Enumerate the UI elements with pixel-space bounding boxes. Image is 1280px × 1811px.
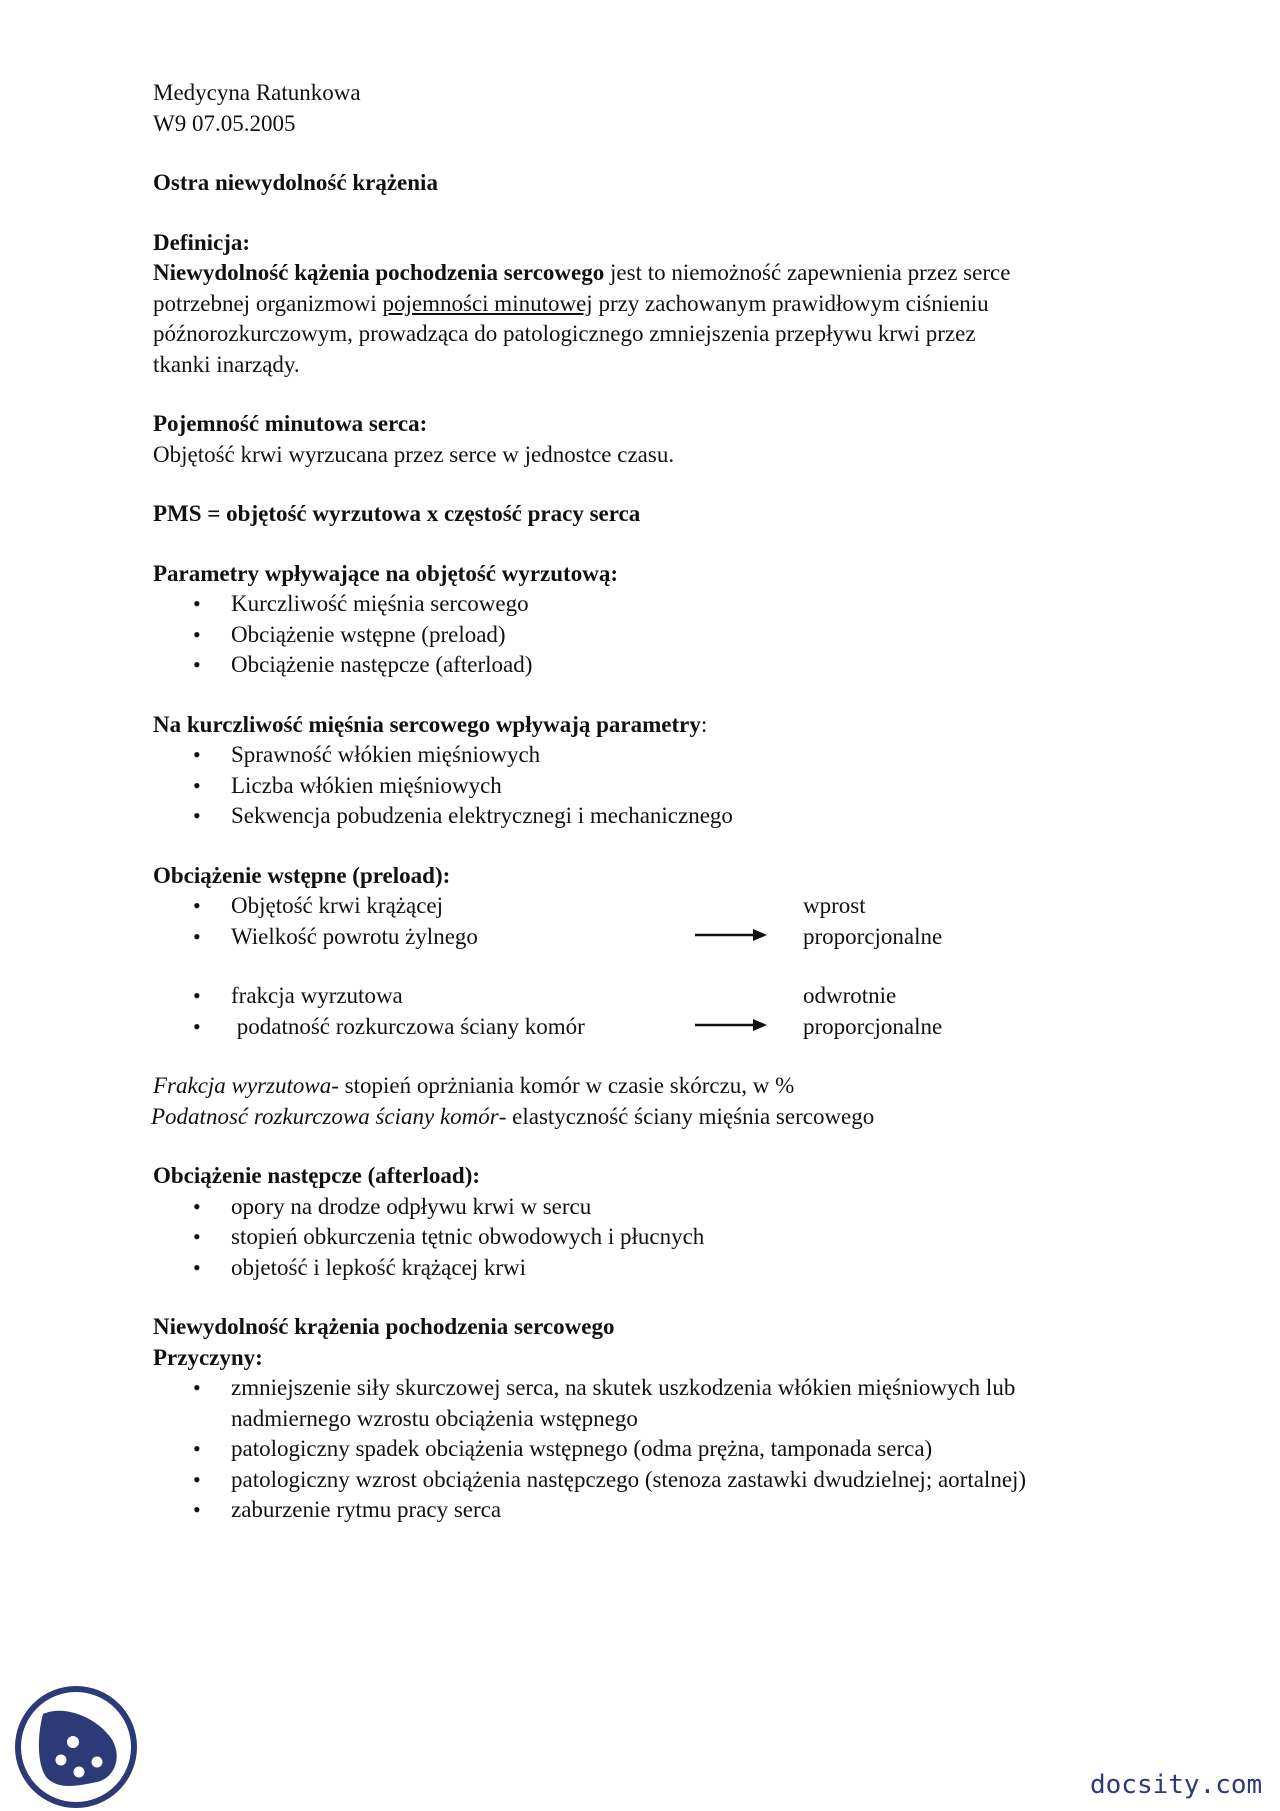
preload-group-1 <box>153 891 1153 952</box>
preload-heading: Obciążenie wstępne (preload): <box>153 862 451 888</box>
list-item: • patologiczny wzrost obciążenia następczego (stenoza zastawki dwudzielnej; aortalnej) <box>193 1465 1153 1496</box>
definition-line-4: tkanki inarządy. <box>153 351 300 377</box>
lecture-date: W9 07.05.2005 <box>153 110 296 136</box>
note-ejection-fraction <box>153 1071 1153 1102</box>
preload-item: podatność rozkurczowa ściany komór <box>231 1013 585 1039</box>
relation-label: proporcjonalne <box>803 1013 943 1039</box>
definition-line2-post: przy zachowanym prawidłowym ciśnieniu <box>592 290 989 316</box>
cardiac-output-link-text: pojemności minutowej <box>382 290 593 316</box>
note-text: - stopień oprżniania komór w czasie skórczu, w % <box>331 1073 795 1098</box>
stroke-volume-list <box>153 589 1153 681</box>
arrow-right-icon <box>695 1012 767 1042</box>
relation-label: odwrotnie <box>803 983 897 1008</box>
list-item: • zaburzenie rytmu pracy serca <box>193 1495 1153 1526</box>
contractility-heading-text: Na kurczliwość mięśnia sercowego wpływają parametry <box>153 711 701 737</box>
list-item: • Kurczliwość mięśnia sercowego <box>193 589 1153 620</box>
list-item: • Obciążenie następcze (afterload) <box>193 650 1153 681</box>
causes-list <box>153 1373 1153 1526</box>
stroke-volume-heading: Parametry wpływające na objętość wyrzutową: <box>153 560 618 586</box>
causes-heading: Niewydolność krążenia pochodzenia sercowego <box>153 1314 615 1339</box>
preload-item: Wielkość powrotu żylnego <box>231 923 478 949</box>
afterload-list <box>153 1192 1153 1284</box>
arrow-right-icon <box>695 922 767 952</box>
cardiac-output-heading: Pojemność minutowa serca: <box>153 411 428 436</box>
relation-label: proporcjonalne <box>803 923 943 949</box>
docsity-brand-text: docsity.com <box>1090 1770 1263 1800</box>
formula: PMS = objętość wyrzutowa x częstość pracy serca <box>153 501 641 526</box>
preload-group-2 <box>153 981 1153 1042</box>
docsity-logo-icon <box>15 1686 137 1808</box>
document-page <box>153 78 1153 1526</box>
note-term: Podatnosć rozkurczowa ściany komór <box>151 1103 499 1129</box>
list-item: • Obciążenie wstępne (preload) <box>193 620 1153 651</box>
contractility-heading <box>153 710 1153 741</box>
contractility-list <box>153 740 1153 832</box>
note-text: - elastyczność ściany mięśnia sercowego <box>498 1103 875 1129</box>
definition-text-1: jest to niemożność zapewnienia przez serce <box>604 260 1011 285</box>
definition-line-3: późnorozkurczowym, prowadząca do patologicznego zmniejszenia przepływu krwi przez <box>153 321 976 346</box>
list-item: • objetość i lepkość krążącej krwi <box>193 1253 1153 1284</box>
list-item <box>193 922 1153 953</box>
list-item <box>193 1012 1153 1043</box>
list-item: • Liczba włókien mięśniowych <box>193 771 1153 802</box>
list-item: • stopień obkurczenia tętnic obwodowych i płucnych <box>193 1222 1153 1253</box>
definition-term: Niewydolność kążenia pochodzenia sercowego <box>153 260 605 285</box>
cardiac-output-text: Objętość krwi wyrzucana przez serce w jednostce czasu. <box>153 441 675 467</box>
note-compliance <box>151 1102 1153 1133</box>
list-item: • opory na drodze odpływu krwi w sercu <box>193 1192 1153 1223</box>
definition-line-2 <box>153 289 1153 320</box>
list-item: • Sprawność włókien mięśniowych <box>193 740 1153 771</box>
definition-line2-pre: potrzebnej organizmowi <box>153 290 383 316</box>
list-item: • Sekwencja pobudzenia elektrycznegi i mechanicznego <box>193 801 1153 832</box>
course-name: Medycyna Ratunkowa <box>153 80 361 105</box>
note-term: Frakcja wyrzutowa <box>153 1073 332 1098</box>
document-title: Ostra niewydolność krążenia <box>153 170 438 195</box>
causes-subheading: Przyczyny: <box>153 1344 263 1370</box>
list-item <box>193 981 1153 1012</box>
list-item: • patologiczny spadek obciążenia wstępnego (odma prężna, tamponada serca) <box>193 1434 1153 1465</box>
afterload-heading: Obciążenie następcze (afterload): <box>153 1163 481 1188</box>
contractility-heading-colon: : <box>700 711 708 737</box>
definition-heading: Definicja: <box>153 229 251 255</box>
preload-item: Objętość krwi krążącej <box>231 893 444 918</box>
relation-label: wprost <box>803 893 866 918</box>
list-item: • zmniejszenie siły skurczowej serca, na skutek uszkodzenia włókien mięśniowych lub nadmiernego wzrostu obciążenia wstępnego <box>193 1373 1131 1434</box>
preload-item: frakcja wyrzutowa <box>231 983 403 1008</box>
definition-line-1 <box>153 258 1153 289</box>
list-item <box>193 891 1153 922</box>
